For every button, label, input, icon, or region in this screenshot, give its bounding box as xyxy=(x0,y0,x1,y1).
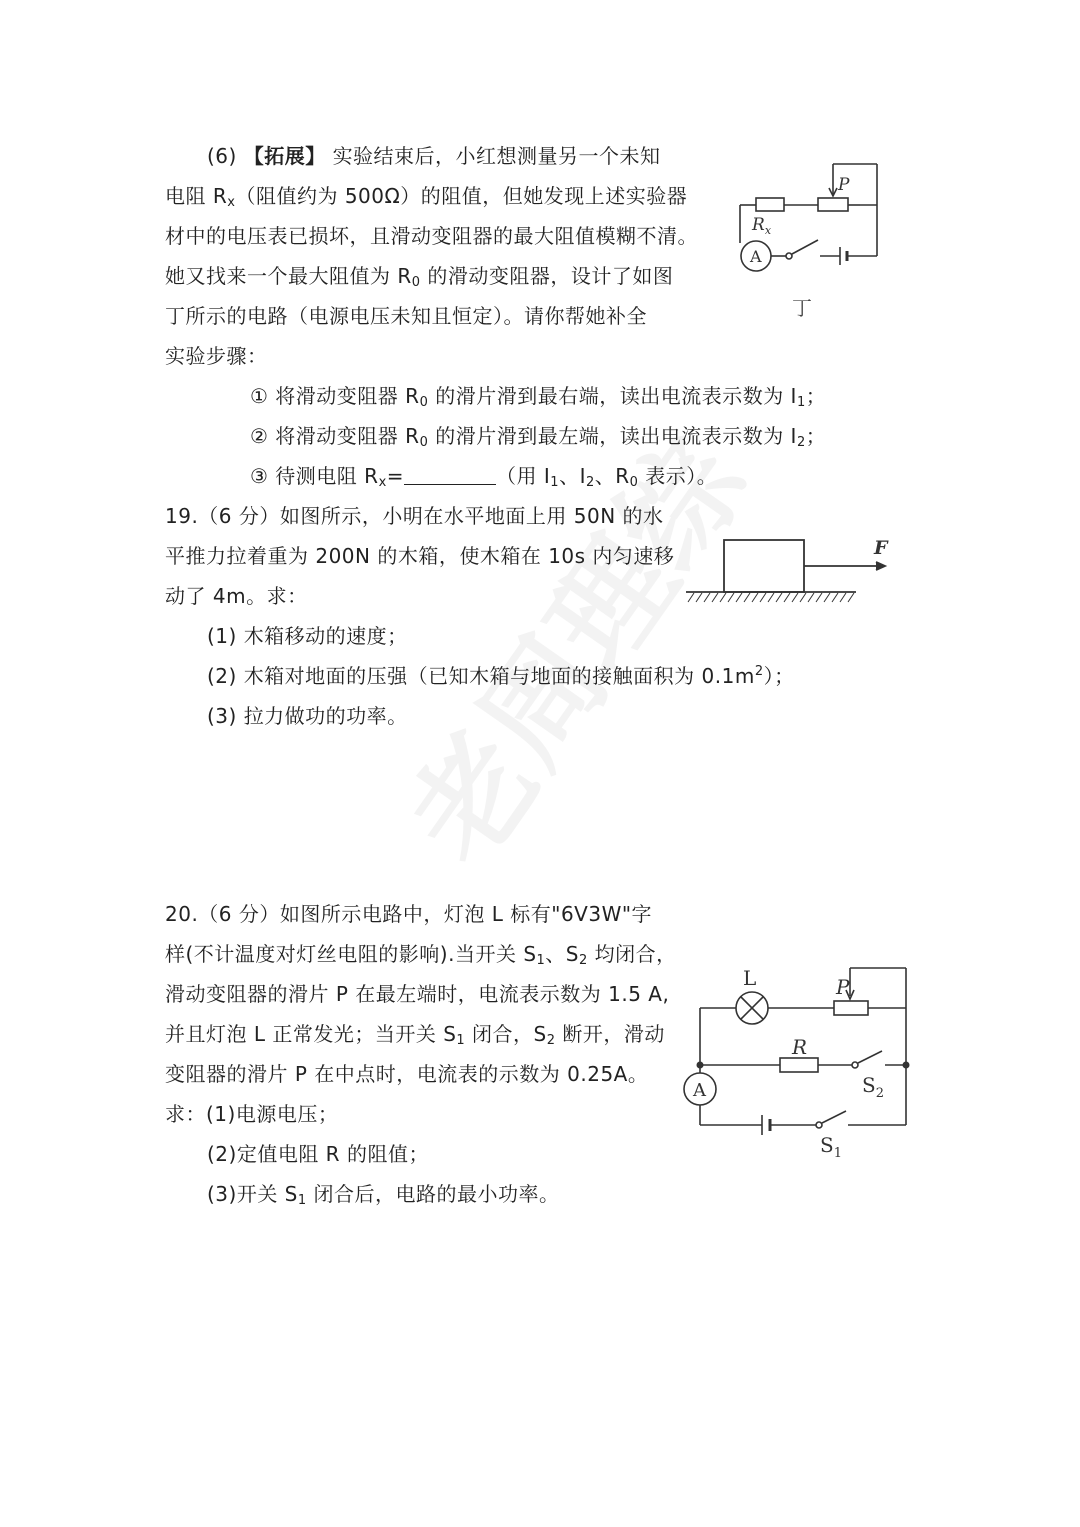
label-p: P xyxy=(838,175,850,195)
q19-part-1: (1) 木箱移动的速度； xyxy=(207,624,408,648)
q19-line-2: 平推力拉着重为 200N 的木箱，使木箱在 10s 内匀速移 xyxy=(165,544,675,568)
q20-line-1: 20.（6 分）如图所示电路中，灯泡 L 标有"6V3W"字 xyxy=(165,902,653,926)
label-p: P xyxy=(836,975,850,999)
q19-part-3: (3) 拉力做功的功率。 xyxy=(207,704,408,728)
q19-line-1: 19.（6 分）如图所示，小明在水平地面上用 50N 的水 xyxy=(165,504,664,528)
label-rx: $R_x$ xyxy=(752,215,772,237)
q18-line-3: 材中的电压表已损坏，且滑动变阻器的最大阻值模糊不清。 xyxy=(165,224,698,248)
label-ammeter-a: A xyxy=(750,247,762,266)
label-s1: $S_1$ xyxy=(820,1133,842,1161)
q20-part-1: 求：(1)电源电压； xyxy=(165,1102,339,1126)
label-force-f: F xyxy=(874,537,888,559)
label-lamp-l: L xyxy=(743,966,757,990)
label-ammeter-a: A xyxy=(693,1080,706,1101)
box-force-figure xyxy=(680,530,900,610)
label-s2: $S_2$ xyxy=(862,1073,884,1101)
q20-line-2: 样(不计温度对灯丝电阻的影响).当开关 $S_1$、$S_2$ 均闭合， xyxy=(165,942,677,968)
q18-line-2: 电阻 $R_x$（阻值约为 500Ω）的阻值，但她发现上述实验器 xyxy=(165,184,688,210)
q18-step-2: ② 将滑动变阻器 $R_0$ 的滑片滑到最左端，读出电流表示数为 $I_2$； xyxy=(250,424,827,450)
q18-line-4: 她又找来一个最大阻值为 $R_0$ 的滑动变阻器，设计了如图 xyxy=(165,264,674,290)
circuit-figure-ding xyxy=(720,150,900,330)
q19-line-3: 动了 4m。求： xyxy=(165,584,308,608)
q19-part-2: (2) 木箱对地面的压强（已知木箱与地面的接触面积为 $0.1m^2$）； xyxy=(207,664,795,688)
q20-part-2: (2)定值电阻 R 的阻值； xyxy=(207,1142,429,1166)
label-r: R xyxy=(792,1035,808,1059)
circuit-figure-q20 xyxy=(680,960,920,1165)
q20-line-4: 并且灯泡 L 正常发光；当开关 $S_1$ 闭合，$S_2$ 断开，滑动 xyxy=(165,1022,665,1048)
q18-step-3: ③ 待测电阻 $R_x=$ （用 $I_1$、$I_2$、$R_0$ 表示）。 xyxy=(250,464,718,490)
q18-line-5: 丁所示的电路（电源电压未知且恒定）。请你帮她补全 xyxy=(165,304,647,328)
q20-line-5: 变阻器的滑片 P 在中点时，电流表的示数为 0.25A。 xyxy=(165,1062,649,1086)
q20-line-3: 滑动变阻器的滑片 P 在最左端时，电流表示数为 1.5 A, xyxy=(165,982,670,1006)
q20-part-3: (3)开关 $S_1$ 闭合后，电路的最小功率。 xyxy=(207,1182,560,1208)
q18-line-1: (6) 【拓展】 实验结束后，小红想测量另一个未知 xyxy=(207,144,661,168)
answer-blank[interactable] xyxy=(404,464,496,485)
figure-caption-ding: 丁 xyxy=(792,296,812,320)
q18-step-1: ① 将滑动变阻器 $R_0$ 的滑片滑到最右端，读出电流表示数为 $I_1$； xyxy=(250,384,827,410)
q18-line-6: 实验步骤： xyxy=(165,344,268,368)
